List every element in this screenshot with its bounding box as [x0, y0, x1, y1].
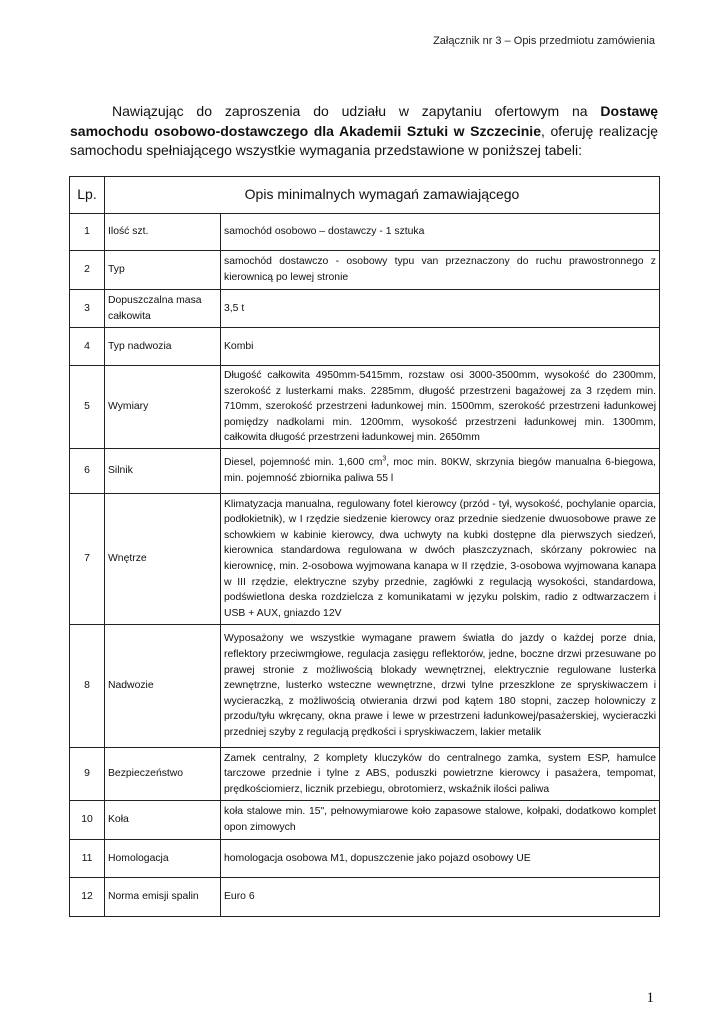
row-description	[221, 448, 660, 493]
intro-paragraph	[70, 102, 658, 161]
attachment-header: Załącznik nr 3 – Opis przedmiotu zamówienia	[433, 35, 655, 47]
table-row	[70, 290, 660, 328]
row-number: 4	[70, 328, 105, 366]
row-feature: Norma emisji spalin	[105, 877, 221, 916]
row-description: Zamek centralny, 2 komplety kluczyków do centralnego zamka, system ESP, hamulce tarczowe przednie i tylne z ABS, poduszki powietrzne kierowcy i pasażera, tempomat, prędkościomierz, licznik przebiegu, obrotomierz, wskaźnik ilości paliwa	[221, 747, 660, 800]
row-number: 7	[70, 493, 105, 624]
row-feature: Dopuszczalna masa całkowita	[105, 290, 221, 328]
table-row	[70, 251, 660, 290]
table-row	[70, 747, 660, 800]
row-feature: Wnętrze	[105, 493, 221, 624]
row-number: 1	[70, 214, 105, 251]
table-row	[70, 839, 660, 877]
row-description: samochód dostawczo - osobowy typu van przeznaczony do ruchu prawostronnego z kierownicą po lewej stronie	[221, 251, 660, 290]
table-row	[70, 624, 660, 747]
table-row	[70, 877, 660, 916]
row-feature: Bezpieczeństwo	[105, 747, 221, 800]
table-header-row	[70, 177, 660, 214]
row-feature: Nadwozie	[105, 624, 221, 747]
row-description: Długość całkowita 4950mm-5415mm, rozstaw osi 3000-3500mm, wysokość do 2300mm, szerokość z lusterkami maks. 2285mm, długość przestrzeni bagażowej za 3 rzędem min. 710mm, szerokość przestrzeni ładunkowej min. 1500mm, szerokość przestrzeni ładunkowej pomiędzy nadkolami min. 1200mm, wysokość przestrzeni ładunkowej min. 1300mm, całkowita długość przestrzeni ładunkowej min. 2650mm	[221, 366, 660, 449]
row-number: 10	[70, 800, 105, 839]
table-row	[70, 328, 660, 366]
row-description: 3,5 t	[221, 290, 660, 328]
row-number: 8	[70, 624, 105, 747]
row-feature: Typ nadwozia	[105, 328, 221, 366]
column-header-title: Opis minimalnych wymagań zamawiającego	[105, 177, 660, 214]
row-number: 5	[70, 366, 105, 449]
row-description: Klimatyzacja manualna, regulowany fotel kierowcy (przód - tył, wysokość, pochylanie oparcia, podłokietnik), w I rzędzie siedzenie kierowcy oraz przednie siedzenie dwuosobowe prawe ze schowkiem w kabinie kierowcy, dwa uchwyty na kubki dostępne dla pierwszych siedzeń, kierownica standardowa regulowana w dwóch płaszczyznach, skórzany pokrowiec na kierownicę, min. 2-osobowa wyjmowana kanapa w II rzędzie, 3-osobowa wyjmowana kanapa w III rzędzie, elektryczne szyby przednie, zagłówki z regulacją wysokości, standardowa, podświetlona deska rozdzielcza z komunikatami w języku polskim, radio z odtwarzaczem i USB + AUX, gniazdo 12V	[221, 493, 660, 624]
row-number: 11	[70, 839, 105, 877]
intro-text-1: Nawiązując do zaproszenia do udziału w zapytaniu ofertowym na	[112, 103, 601, 119]
row-number: 12	[70, 877, 105, 916]
intro-text-2: , oferuję realizację samochodu spełniającego wszystkie wymagania przedstawione w poniższej tabeli:	[70, 122, 658, 158]
engine-desc-part2: , moc min. 80KW, skrzynia biegów manualna 6-biegowa, min. pojemność zbiornika paliwa 55 l	[224, 457, 657, 484]
table-row	[70, 366, 660, 449]
row-description: Euro 6	[221, 877, 660, 916]
row-description: Wyposażony we wszystkie wymagane prawem światła do jazdy o każdej porze dnia, reflektory przeciwmgłowe, regulacja zasięgu reflektorów, jedne, boczne drzwi przesuwane po prawej stronie z możliwością blokady wewnętrznej, elektrycznie regulowane lusterka zewnętrzne, lusterko wsteczne wewnętrzne, drzwi tylne przeszklone ze spryskiwaczem i wycieraczką, z możliwością otwierania drzwi pod kątem 180 stopni, zaczep holowniczy z przodu/tyłu wkręcany, okna prawe i lewe w przestrzeni ładunkowej/pasażerskiej, wycieraczki przedniej szyby z regulacją prędkości i spryskiwaczem, lakier metalik	[221, 624, 660, 747]
row-feature: Typ	[105, 251, 221, 290]
row-number: 2	[70, 251, 105, 290]
engine-desc-part1: Diesel, pojemność min. 1,600 cm	[224, 457, 383, 469]
table-row	[70, 800, 660, 839]
row-description: Kombi	[221, 328, 660, 366]
table-row	[70, 214, 660, 251]
page-number: 1	[646, 990, 654, 1006]
row-number: 6	[70, 448, 105, 493]
intro-bold-subject: Dostawę samochodu osobowo-dostawczego dla Akademii Sztuki w Szczecinie	[70, 103, 658, 139]
row-number: 9	[70, 747, 105, 800]
row-feature: Ilość szt.	[105, 214, 221, 251]
requirements-table	[69, 176, 660, 917]
row-description: samochód osobowo – dostawczy - 1 sztuka	[221, 214, 660, 251]
row-number: 3	[70, 290, 105, 328]
column-header-lp: Lp.	[70, 177, 105, 214]
row-feature: Koła	[105, 800, 221, 839]
table-row	[70, 493, 660, 624]
row-description: homologacja osobowa M1, dopuszczenie jako pojazd osobowy UE	[221, 839, 660, 877]
row-feature: Wymiary	[105, 366, 221, 449]
row-description: koła stalowe min. 15", pełnowymiarowe koło zapasowe stalowe, kołpaki, dodatkowo komplet opon zimowych	[221, 800, 660, 839]
table-row	[70, 448, 660, 493]
cubic-superscript: 3	[382, 455, 387, 463]
row-feature: Silnik	[105, 448, 221, 493]
row-feature: Homologacja	[105, 839, 221, 877]
